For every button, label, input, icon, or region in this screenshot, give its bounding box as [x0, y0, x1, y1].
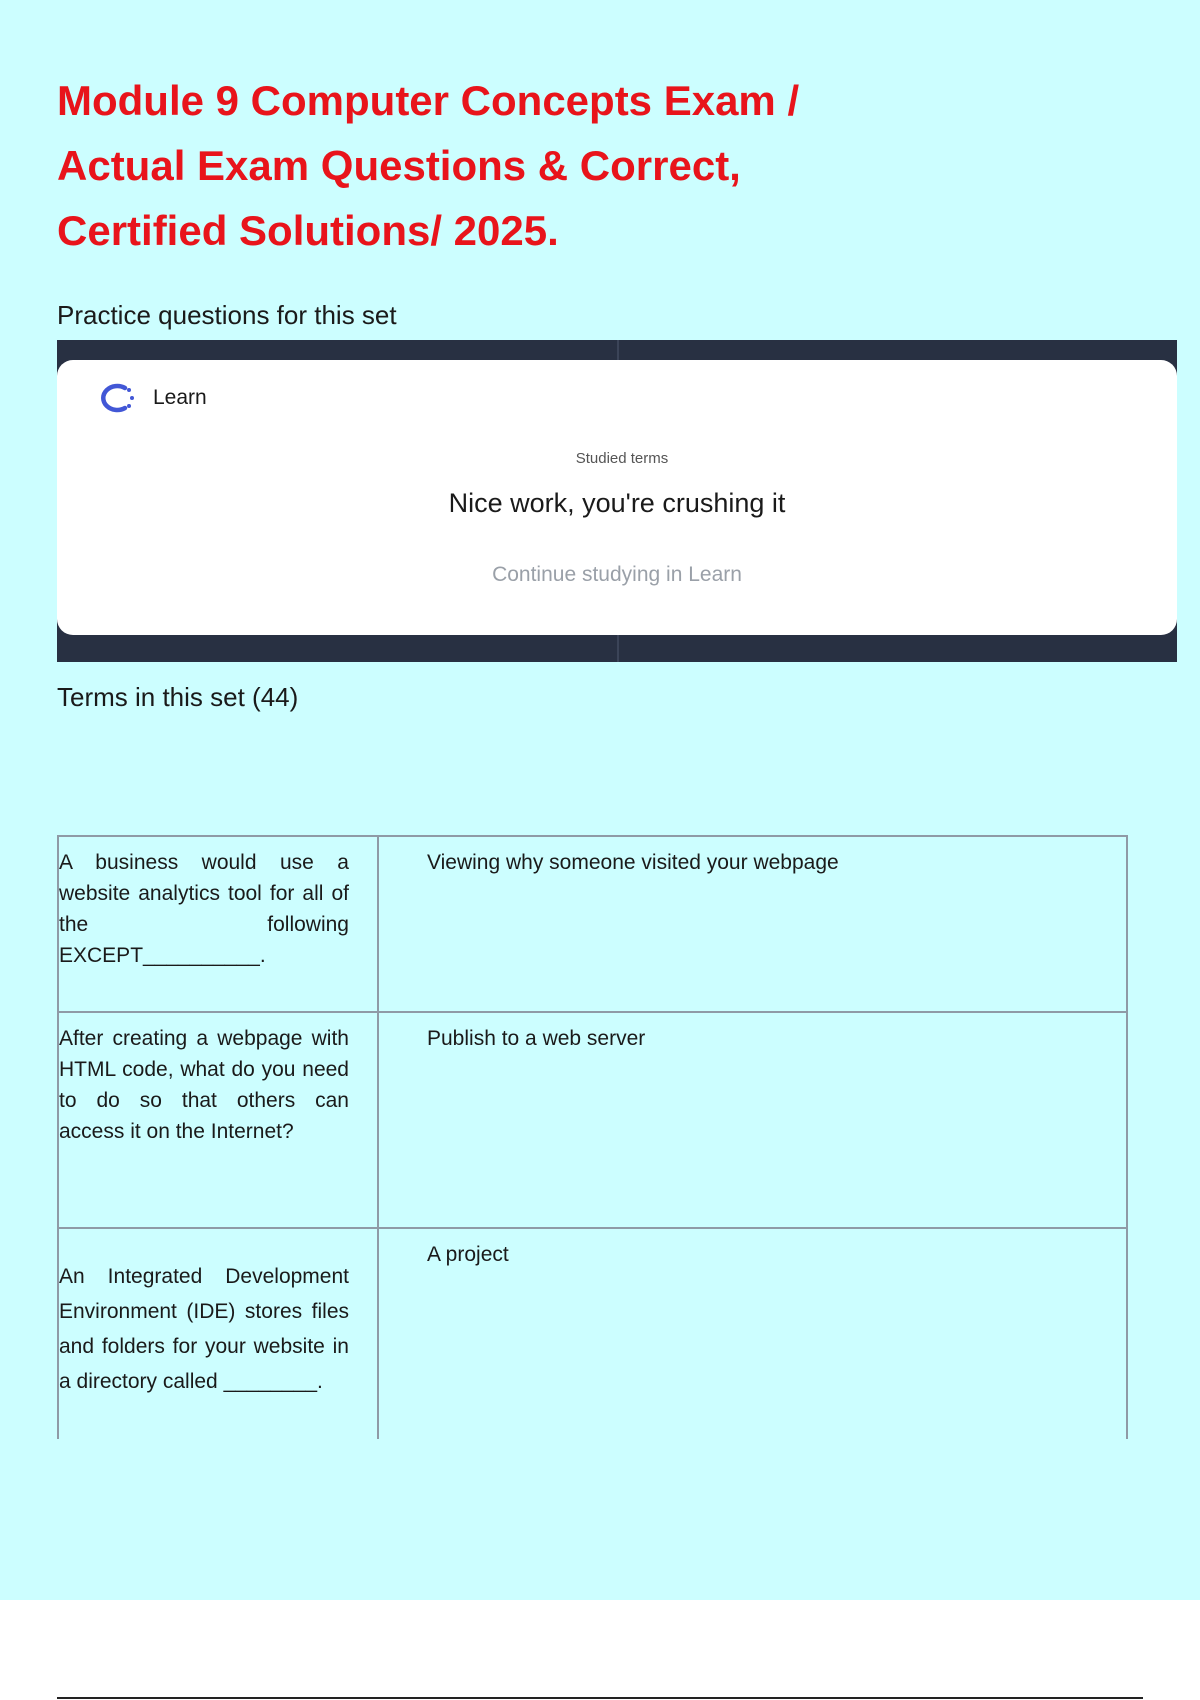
column-divider — [377, 1013, 379, 1227]
learn-cycle-icon — [95, 380, 139, 416]
column-divider — [377, 1229, 379, 1439]
learn-card[interactable] — [57, 360, 1177, 635]
practice-heading: Practice questions for this set — [57, 300, 397, 330]
document-title — [57, 68, 857, 263]
title-line: Actual Exam Questions & Correct, — [57, 142, 741, 189]
learn-header[interactable] — [95, 380, 207, 416]
studied-terms-label: Studied terms — [575, 450, 669, 467]
title-line: Certified Solutions/ 2025. — [57, 207, 559, 254]
terms-heading: Terms in this set (44) — [57, 682, 299, 712]
term-answer: A project — [427, 1243, 509, 1266]
table-row — [59, 837, 1126, 1013]
term-question: A business would use a website analytics tool for all of the following EXCEPT__________. — [59, 851, 349, 967]
title-line: Module 9 Computer Concepts Exam / — [57, 77, 800, 124]
footer-rule — [57, 1697, 1143, 1699]
term-question: After creating a webpage with HTML code, what do you need to do so that others can access it on the Internet? — [59, 1027, 349, 1143]
learn-label: Learn — [153, 386, 207, 409]
terms-table — [57, 835, 1128, 1439]
continue-studying-link[interactable]: Continue studying in Learn — [492, 563, 742, 586]
term-question: An Integrated Development Environment (IDE) stores files and folders for your website in a directory called ________. — [59, 1265, 349, 1393]
term-answer: Viewing why someone visited your webpage — [427, 851, 839, 874]
table-row — [59, 1229, 1126, 1439]
table-row — [59, 1013, 1126, 1229]
term-answer: Publish to a web server — [427, 1027, 646, 1050]
progress-message: Nice work, you're crushing it — [448, 488, 786, 518]
column-divider — [377, 837, 379, 1011]
